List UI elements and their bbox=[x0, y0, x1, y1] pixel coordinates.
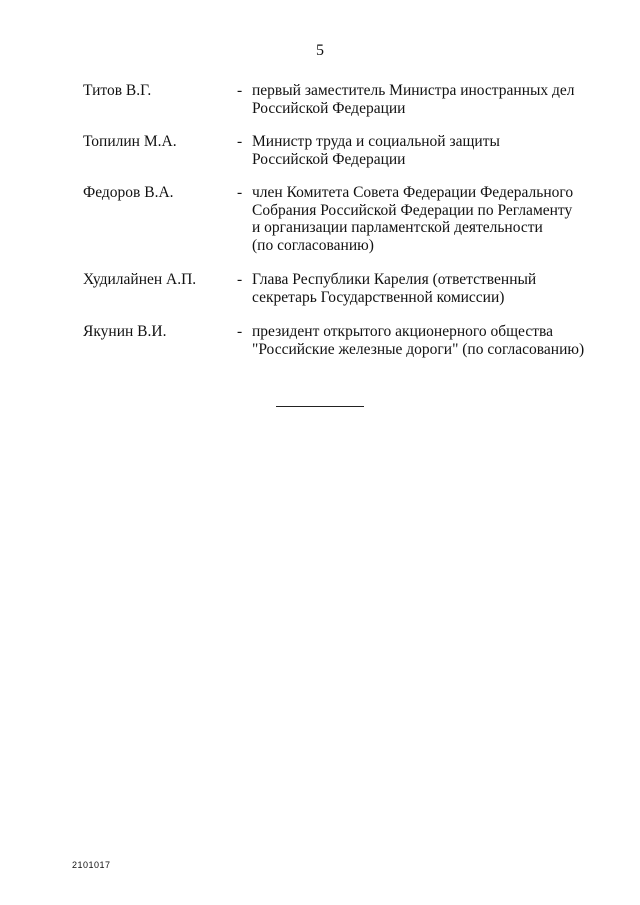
dash-separator: - bbox=[237, 184, 243, 201]
member-name: Худилайнен А.П. bbox=[83, 271, 197, 288]
role-line: и организации парламентской деятельности bbox=[252, 219, 543, 236]
document-code: 2101017 bbox=[72, 860, 111, 870]
member-role bbox=[252, 323, 584, 358]
role-line: "Российские железные дороги" (по согласованию) bbox=[252, 340, 585, 358]
member-role bbox=[252, 82, 575, 117]
dash-separator: - bbox=[237, 323, 243, 340]
role-line: член Комитета Совета Федерации Федерального bbox=[252, 184, 574, 201]
member-name: Федоров В.А. bbox=[83, 184, 174, 201]
role-line: Глава Республики Карелия (ответственный bbox=[252, 271, 537, 288]
role-line: первый заместитель Министра иностранных дел bbox=[252, 82, 575, 99]
member-role bbox=[252, 271, 536, 306]
role-line: Собрания Российской Федерации по Регламенту bbox=[252, 201, 573, 219]
dash-separator: - bbox=[237, 271, 243, 288]
end-of-list-divider bbox=[276, 406, 364, 407]
member-role bbox=[252, 133, 500, 168]
member-name: Титов В.Г. bbox=[83, 82, 152, 99]
member-name: Топилин М.А. bbox=[83, 133, 177, 150]
role-line: Российской Федерации bbox=[252, 99, 406, 117]
role-line: секретарь Государственной комиссии) bbox=[252, 288, 505, 306]
role-line: (по согласованию) bbox=[252, 236, 374, 254]
role-line: Министр труда и социальной защиты bbox=[252, 133, 500, 150]
page-number: 5 bbox=[316, 42, 324, 59]
role-line: Российской Федерации bbox=[252, 150, 406, 168]
dash-separator: - bbox=[237, 82, 243, 99]
dash-separator: - bbox=[237, 133, 243, 150]
member-name: Якунин В.И. bbox=[83, 323, 167, 340]
member-role bbox=[252, 184, 573, 254]
role-line: президент открытого акционерного общества bbox=[252, 323, 553, 340]
